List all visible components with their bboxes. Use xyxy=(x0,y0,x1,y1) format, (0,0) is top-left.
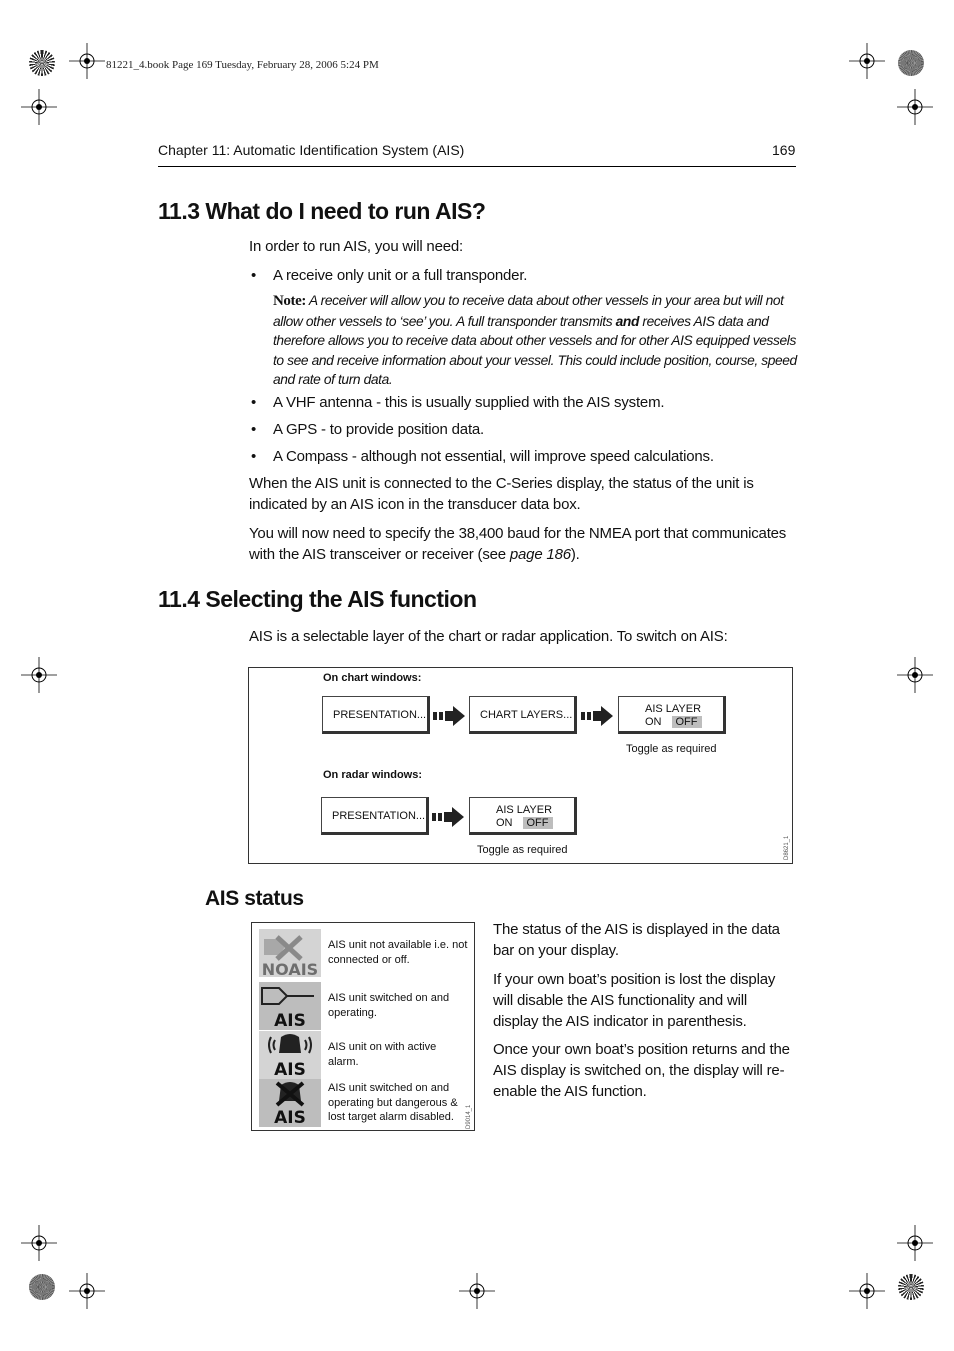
section-11-4-intro: AIS is a selectable layer of the chart or radar application. To switch on AIS: xyxy=(249,628,728,645)
status-description: AIS unit not available i.e. not connected or off. xyxy=(328,939,468,966)
status-description: AIS unit on with active alarm. xyxy=(328,1041,437,1068)
softkey-toggle xyxy=(496,817,553,829)
ais-function-diagram xyxy=(248,667,793,864)
ais-alarm-disabled-icon xyxy=(259,1079,321,1127)
softkey-label: CHART LAYERS... xyxy=(480,709,573,721)
registration-mark xyxy=(897,1225,933,1261)
no-ais-icon xyxy=(259,929,321,977)
ais-layer-softkey xyxy=(618,696,726,734)
list-item-text: A GPS - to provide position data. xyxy=(273,421,485,438)
registration-mark xyxy=(459,1273,495,1309)
softkey-label: AIS LAYER xyxy=(645,703,702,715)
registration-mark xyxy=(897,89,933,125)
starburst-mark xyxy=(29,1274,55,1300)
note-text-after: receives AIS data and therefore allows you to receive data about other vessels and for other AIS equipped vessels to see and receive information about your vessel. This could include position, course, speed and rate of turn data. xyxy=(273,313,797,387)
list-item-text: A Compass - although not essential, will improve speed calculations. xyxy=(273,448,714,465)
softkey-toggle xyxy=(645,716,702,728)
toggle-on: ON xyxy=(645,716,662,728)
header-rule xyxy=(158,166,796,167)
svg-text:NOAIS: NOAIS xyxy=(261,960,319,977)
registration-mark xyxy=(69,43,105,79)
radar-windows-heading: On radar windows: xyxy=(323,769,423,781)
section-11-3-paragraph xyxy=(249,523,794,565)
paragraph-text: ). xyxy=(570,546,580,563)
registration-mark xyxy=(849,1273,885,1309)
paragraph-text: You will now need to specify the 38,400 baud for the NMEA port that communicates with the AIS transceiver or receiver (see xyxy=(249,525,787,563)
list-item-text: A receive only unit or a full transponder. xyxy=(273,267,528,284)
toggle-caption: Toggle as required xyxy=(477,844,568,856)
ais-status-icon-table xyxy=(251,922,475,1131)
note-label: Note: xyxy=(273,293,306,309)
note-text-before: A receiver will allow you to receive data about other vessels in your area but will not allow other vessels to ‘see’ you. A full transponder transmits xyxy=(273,293,784,329)
section-11-3-intro: In order to run AIS, you will need: xyxy=(249,238,463,255)
softkey-label: PRESENTATION... xyxy=(332,810,426,822)
status-row xyxy=(259,982,469,1030)
arrow-right-icon xyxy=(581,706,613,726)
registration-mark xyxy=(21,657,57,693)
section-11-3-title: 11.3 What do I need to run AIS? xyxy=(158,198,486,224)
ais-status-paragraph: The status of the AIS is displayed in the data bar on your display. xyxy=(493,921,780,959)
registration-mark xyxy=(897,657,933,693)
svg-text:AIS: AIS xyxy=(274,1011,306,1030)
figure-code: D9014_1 xyxy=(466,1104,472,1129)
print-info-line: 81221_4.book Page 169 Tuesday, February 28, 2006 5:24 PM xyxy=(106,59,379,71)
registration-mark xyxy=(69,1273,105,1309)
status-row xyxy=(259,929,469,977)
chart-windows-heading: On chart windows: xyxy=(323,672,422,684)
starburst-mark xyxy=(898,50,924,76)
list-item-text: A VHF antenna - this is usually supplied with the AIS system. xyxy=(273,394,665,411)
starburst-mark xyxy=(898,1274,924,1300)
section-11-4-title: 11.4 Selecting the AIS function xyxy=(158,586,477,612)
toggle-caption: Toggle as required xyxy=(626,743,717,755)
svg-text:AIS: AIS xyxy=(274,1060,306,1079)
toggle-on: ON xyxy=(496,817,513,829)
registration-mark xyxy=(21,89,57,125)
figure-code: D8621_1 xyxy=(784,835,790,860)
presentation-softkey xyxy=(322,696,430,734)
section-11-3-paragraph: When the AIS unit is connected to the C-Series display, the status of the unit is indicated by an AIS icon in the transducer data box. xyxy=(249,475,754,513)
starburst-mark xyxy=(29,50,55,76)
status-row xyxy=(259,1031,469,1079)
toggle-off: OFF xyxy=(672,716,702,728)
svg-text:AIS: AIS xyxy=(274,1108,306,1127)
toggle-off: OFF xyxy=(523,817,553,829)
softkey-label: PRESENTATION... xyxy=(333,709,427,721)
note-block xyxy=(273,291,798,390)
ais-status-paragraph: Once your own boat’s position returns and the AIS display is switched on, the display will re-enable the AIS function. xyxy=(493,1041,790,1100)
registration-mark xyxy=(849,43,885,79)
ais-operating-icon xyxy=(259,982,321,1030)
chart-layers-softkey xyxy=(469,696,577,734)
status-row xyxy=(259,1079,469,1127)
arrow-right-icon xyxy=(432,807,464,827)
registration-mark xyxy=(21,1225,57,1261)
arrow-right-icon xyxy=(433,706,465,726)
page-reference-link[interactable]: page 186 xyxy=(509,546,571,563)
presentation-softkey xyxy=(321,797,429,835)
running-header-chapter: Chapter 11: Automatic Identification System (AIS) xyxy=(158,142,465,158)
ais-alarm-icon xyxy=(259,1031,321,1079)
status-description: AIS unit switched on and operating but dangerous & lost target alarm disabled. xyxy=(328,1082,458,1123)
note-bold-word: and xyxy=(615,313,639,329)
ais-status-paragraph: If your own boat’s position is lost the display will disable the AIS functionality and will display the AIS indicator in parenthesis. xyxy=(493,971,776,1030)
ais-layer-softkey xyxy=(469,797,577,835)
ais-status-title: AIS status xyxy=(205,887,304,910)
status-description: AIS unit switched on and operating. xyxy=(328,992,450,1019)
page-number: 169 xyxy=(772,142,796,158)
softkey-label: AIS LAYER xyxy=(496,804,553,816)
